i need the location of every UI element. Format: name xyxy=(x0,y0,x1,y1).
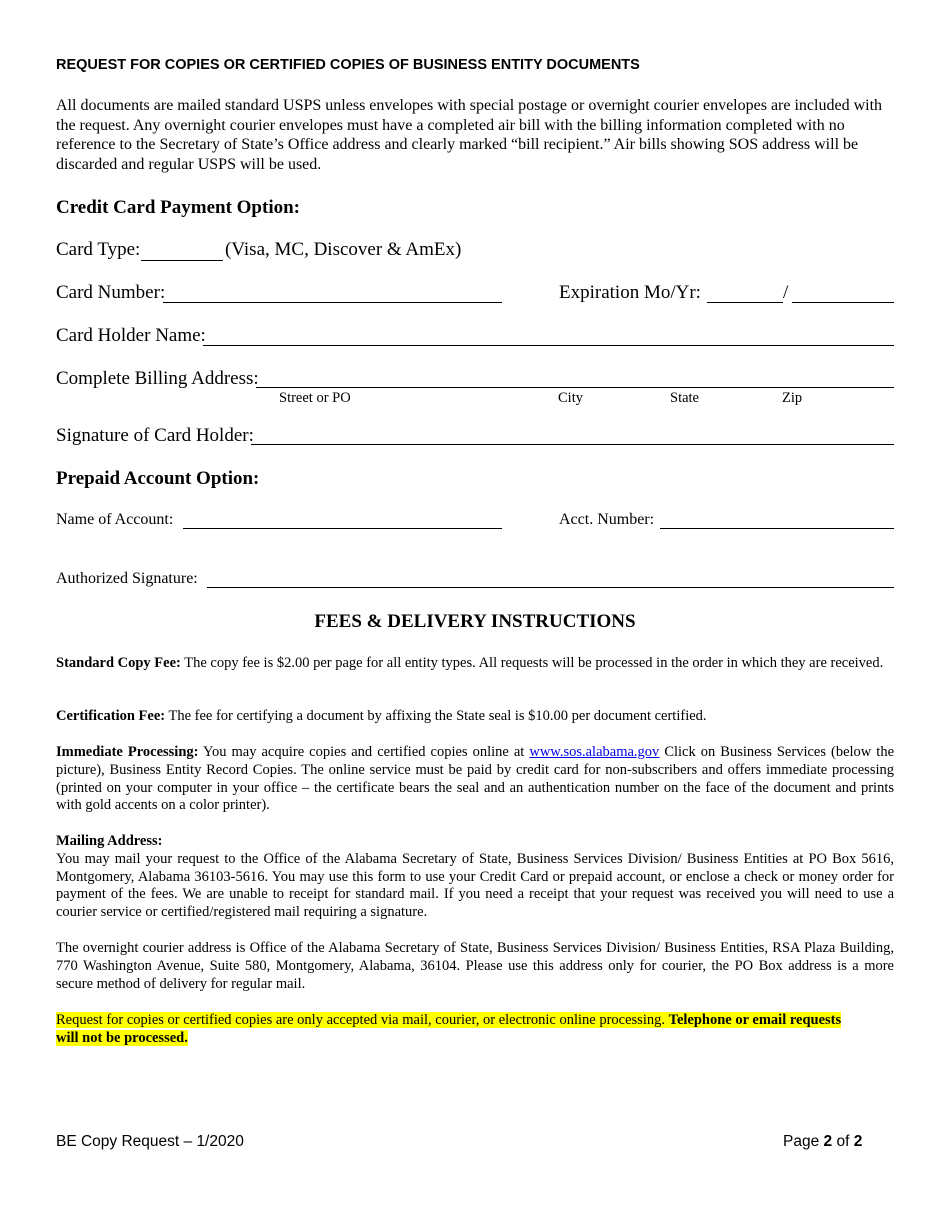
mailing-address-paragraph xyxy=(56,833,894,922)
page-total: 2 xyxy=(853,1133,863,1150)
standard-fee-text: The copy fee is $2.00 per page for all entity types. All requests will be processed in the order in which they are received. xyxy=(180,655,884,671)
mailing-address-text: You may mail your request to the Office of the Alabama Secretary of State, Business Services Division/ Business Entities at PO Box 5616, Montgomery, Alabama 36103-5616. You may use this form to use your Credit Card or prepaid account, or enclose a check or money order for payment of the fees. We are unable to receipt for standard mail. If you need a receipt that your request was received you will need to use a courier service or certified/registered mail requiring a signature. xyxy=(56,850,894,921)
expiration-month-field[interactable] xyxy=(707,302,783,303)
fees-heading: FEES & DELIVERY INSTRUCTIONS xyxy=(314,611,636,632)
card-holder-signature-field[interactable] xyxy=(251,444,894,445)
billing-city-caption: City xyxy=(558,390,583,406)
courier-address-paragraph: The overnight courier address is Office of the Alabama Secretary of State, Business Services Division/ Business Entities, RSA Plaza Building, 770 Washington Avenue, Suite 580, Montgomery, Alabama, 36104. Please use this address only for courier, the PO Box address is a more secure method of delivery for regular mail. xyxy=(56,940,894,992)
card-type-label: Card Type: xyxy=(56,239,141,260)
card-holder-name-label: Card Holder Name: xyxy=(56,325,206,346)
page-prefix: Page xyxy=(783,1133,824,1150)
prepaid-heading: Prepaid Account Option: xyxy=(56,468,260,489)
billing-address-field[interactable] xyxy=(256,387,894,388)
notice-paragraph xyxy=(56,1012,856,1048)
page-title: REQUEST FOR COPIES OR CERTIFIED COPIES OF BUSINESS ENTITY DOCUMENTS xyxy=(56,57,640,73)
card-holder-name-field[interactable] xyxy=(203,345,894,346)
billing-state-caption: State xyxy=(670,390,699,406)
page-current: 2 xyxy=(823,1133,833,1150)
account-name-field[interactable] xyxy=(183,528,502,529)
credit-card-heading: Credit Card Payment Option: xyxy=(56,197,300,218)
card-number-field[interactable] xyxy=(163,302,502,303)
sos-website-link[interactable]: www.sos.alabama.gov xyxy=(529,744,660,760)
card-type-hint: (Visa, MC, Discover & AmEx) xyxy=(225,239,462,260)
card-holder-signature-label: Signature of Card Holder: xyxy=(56,425,254,446)
billing-address-label: Complete Billing Address: xyxy=(56,368,259,389)
certification-fee-paragraph xyxy=(56,708,894,726)
standard-fee-label: Standard Copy Fee: xyxy=(56,655,181,671)
certification-fee-text: The fee for certifying a document by affixing the State seal is $10.00 per document certified. xyxy=(165,708,707,724)
card-type-field[interactable] xyxy=(141,260,223,261)
immediate-processing-text-1: You may acquire copies and certified copies online at xyxy=(198,744,530,760)
intro-paragraph: All documents are mailed standard USPS unless envelopes with special postage or overnight courier envelopes are included with the request. Any overnight courier envelopes must have a completed air bill with the billing information completed with no reference to the Secretary of State’s Office address and clearly marked “bill recipient.” Air bills showing SOS address will be discarded and regular USPS will be used. xyxy=(56,97,883,174)
mailing-address-label: Mailing Address: xyxy=(56,833,163,849)
page-of: of xyxy=(832,1133,854,1150)
immediate-processing-text-2: Click on Business Services (below the picture), Business Entity Record Copies. The online service must be paid by credit card for non-subscribers and offers immediate processing (printed on your computer in your office – the certificate bears the seal and an authentication number on the face of the document and prints with gold accents on a color printer). xyxy=(56,744,895,814)
certification-fee-label: Certification Fee: xyxy=(56,708,166,724)
billing-street-caption: Street or PO xyxy=(279,390,351,406)
immediate-processing-label: Immediate Processing: xyxy=(56,744,199,760)
immediate-processing-paragraph xyxy=(56,744,894,815)
card-number-label: Card Number: xyxy=(56,282,166,303)
acct-number-label: Acct. Number: xyxy=(559,511,655,528)
notice-text: Request for copies or certified copies are only accepted via mail, courier, or electronic online processing. xyxy=(56,1012,669,1028)
standard-fee-paragraph xyxy=(56,655,894,673)
expiration-separator: / xyxy=(783,282,789,303)
notice-bold-text: Telephone or email requests will not be processed. xyxy=(56,1012,842,1046)
footer-form-id: BE Copy Request – 1/2020 xyxy=(56,1133,244,1150)
footer-page-number xyxy=(783,1133,862,1151)
expiration-year-field[interactable] xyxy=(792,302,894,303)
authorized-signature-field[interactable] xyxy=(207,587,894,588)
acct-number-field[interactable] xyxy=(660,528,894,529)
billing-zip-caption: Zip xyxy=(782,390,803,406)
authorized-signature-label: Authorized Signature: xyxy=(56,570,198,587)
account-name-label: Name of Account: xyxy=(56,511,174,528)
expiration-label: Expiration Mo/Yr: xyxy=(559,282,701,303)
